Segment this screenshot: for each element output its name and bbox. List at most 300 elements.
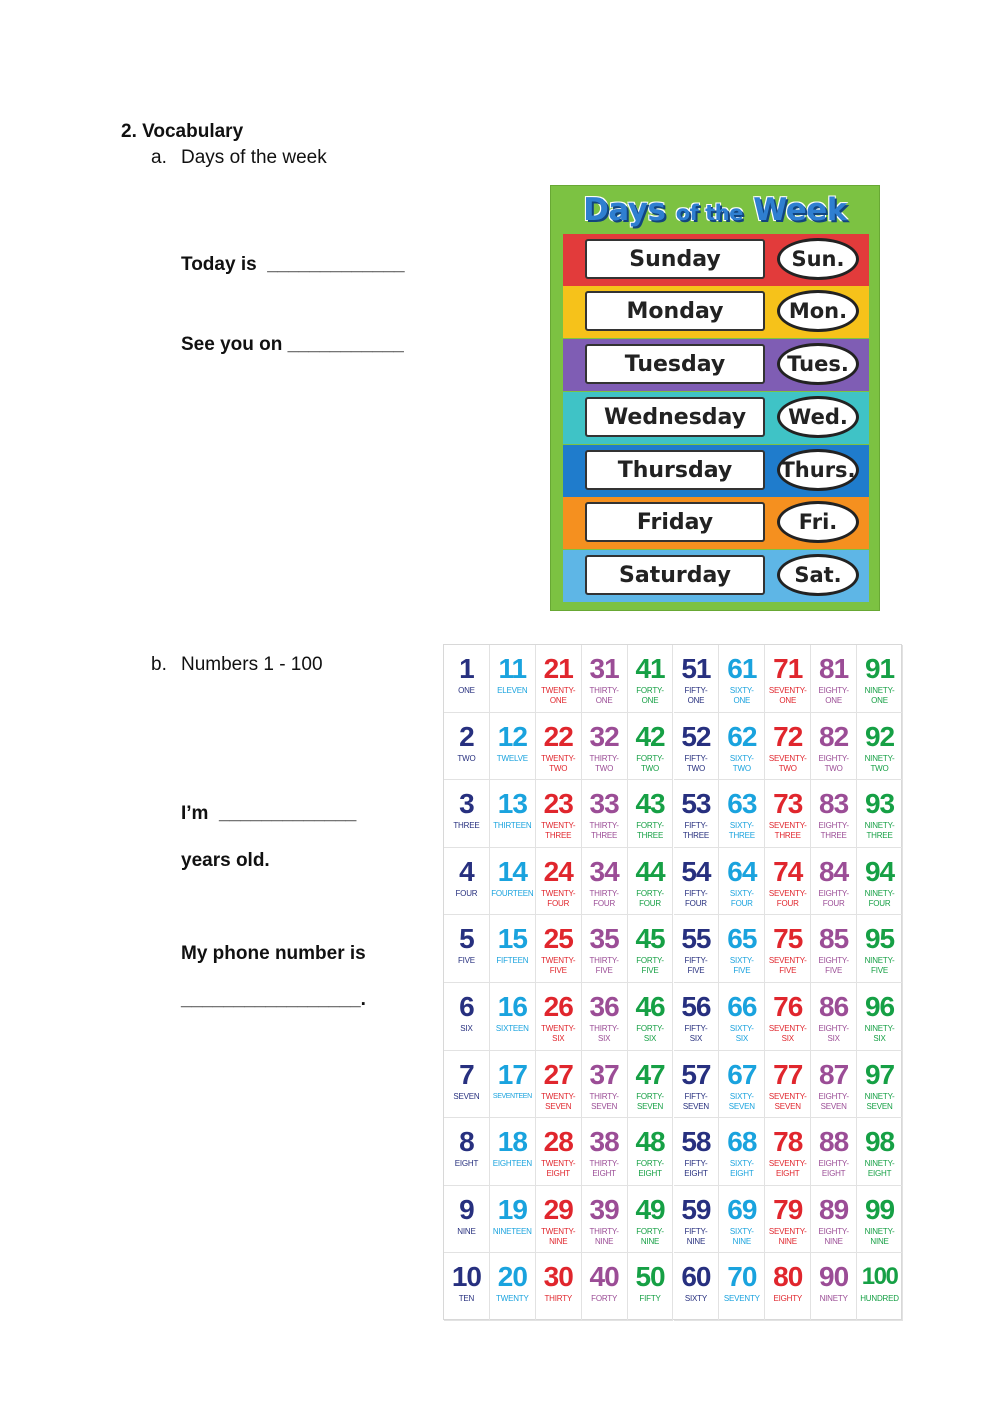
day-abbreviation: Tues. — [777, 343, 859, 385]
number-word: SEVENTY- NINE — [768, 1226, 807, 1246]
number-cell — [674, 713, 720, 781]
number-word: FIFTY — [639, 1294, 661, 1304]
number-cell — [490, 915, 536, 983]
phone-number-prompt: My phone number is — [181, 943, 366, 964]
number-cell — [628, 848, 674, 916]
number-cell — [765, 915, 811, 983]
number-digit: 25 — [543, 923, 573, 955]
number-digit: 90 — [819, 1261, 849, 1293]
number-cell — [582, 713, 628, 781]
number-word: TEN — [458, 1294, 475, 1304]
number-cell — [719, 645, 765, 713]
number-digit: 71 — [773, 653, 803, 684]
number-cell — [628, 713, 674, 781]
number-cell — [674, 848, 720, 916]
number-word: FIFTEEN — [496, 956, 529, 966]
number-digit: 31 — [589, 653, 619, 684]
number-digit: 89 — [819, 1193, 849, 1225]
number-digit: 96 — [864, 991, 895, 1022]
number-cell — [536, 848, 582, 916]
number-cell — [582, 645, 628, 713]
number-digit: 27 — [543, 1058, 573, 1090]
number-word: THIRTY — [544, 1294, 573, 1304]
number-word: FIFTY- NINE — [684, 1226, 708, 1246]
number-cell — [811, 780, 857, 848]
number-digit: 70 — [727, 1261, 757, 1293]
number-cell — [765, 1118, 811, 1186]
number-digit: 98 — [864, 1126, 895, 1158]
number-digit: 20 — [497, 1261, 527, 1293]
number-cell — [536, 915, 582, 983]
number-word: HUNDRED — [860, 1294, 899, 1304]
section-title: 2. Vocabulary — [121, 121, 244, 142]
number-digit: 8 — [459, 1126, 474, 1158]
number-cell — [444, 983, 490, 1051]
number-cell — [490, 983, 536, 1051]
number-digit: 33 — [589, 788, 619, 820]
number-word: SEVENTY- SIX — [768, 1024, 807, 1043]
day-name: Thursday — [585, 450, 765, 490]
number-word: NINE — [457, 1226, 476, 1236]
number-word: ELEVEN — [497, 686, 528, 695]
number-cell — [628, 983, 674, 1051]
number-cell — [444, 713, 490, 781]
number-word: EIGHTY- ONE — [818, 686, 849, 705]
day-name: Saturday — [585, 555, 765, 595]
number-cell — [811, 1118, 857, 1186]
number-cell — [536, 780, 582, 848]
number-cell — [857, 1118, 903, 1186]
number-digit: 30 — [543, 1261, 573, 1293]
number-digit: 12 — [497, 720, 527, 752]
number-cell — [582, 848, 628, 916]
number-cell — [490, 1253, 536, 1321]
number-word: NINETY — [819, 1294, 848, 1304]
number-digit: 76 — [773, 991, 803, 1022]
number-digit: 37 — [589, 1058, 619, 1090]
number-cell — [536, 1051, 582, 1119]
number-digit: 66 — [727, 991, 757, 1022]
number-cell — [811, 848, 857, 916]
number-word: NINETY- SIX — [864, 1024, 895, 1043]
number-digit: 10 — [451, 1261, 482, 1293]
number-digit: 19 — [497, 1193, 527, 1225]
number-word: NINETY- EIGHT — [864, 1159, 895, 1179]
number-digit: 94 — [864, 855, 895, 887]
number-digit: 17 — [497, 1058, 527, 1090]
number-word: TWENTY- THREE — [541, 821, 576, 841]
day-abbreviation: Sun. — [777, 238, 859, 280]
number-digit: 4 — [459, 855, 474, 887]
day-name: Wednesday — [585, 397, 765, 437]
number-cell — [628, 645, 674, 713]
number-cell — [490, 848, 536, 916]
number-cell — [628, 1051, 674, 1119]
number-cell — [490, 1118, 536, 1186]
number-word: SEVENTY- EIGHT — [768, 1159, 807, 1179]
see-you-on-prompt: See you on ___________ — [181, 334, 404, 355]
number-word: THIRTY- SIX — [589, 1024, 619, 1043]
number-cell — [719, 780, 765, 848]
number-cell — [582, 780, 628, 848]
number-word: FORTY — [591, 1294, 618, 1304]
number-cell — [719, 848, 765, 916]
number-cell — [674, 1118, 720, 1186]
subsection-label: b. — [151, 654, 167, 675]
number-cell — [490, 713, 536, 781]
number-word: FIFTY- FIVE — [684, 956, 708, 976]
number-word: TWENTY- NINE — [541, 1226, 576, 1246]
number-cell — [674, 1253, 720, 1321]
number-cell — [674, 780, 720, 848]
number-word: SEVENTY — [723, 1294, 760, 1304]
number-word: FORTY- SIX — [636, 1024, 664, 1043]
subsection-days — [151, 147, 327, 169]
number-digit: 46 — [635, 991, 665, 1022]
number-cell — [811, 915, 857, 983]
number-cell — [765, 848, 811, 916]
poster-title-of-the: of the — [675, 201, 743, 225]
number-digit: 54 — [681, 855, 711, 887]
number-cell — [582, 1186, 628, 1254]
number-cell — [857, 1051, 903, 1119]
day-name: Friday — [585, 502, 765, 542]
number-digit: 9 — [459, 1193, 474, 1225]
number-digit: 61 — [727, 653, 757, 684]
number-digit: 21 — [543, 653, 573, 684]
number-word: SIX — [460, 1024, 473, 1033]
number-cell — [444, 1118, 490, 1186]
number-cell — [674, 1186, 720, 1254]
number-word: SEVENTEEN — [492, 1092, 532, 1100]
number-word: TWELVE — [496, 753, 528, 763]
number-digit: 58 — [681, 1126, 711, 1158]
number-cell — [719, 1186, 765, 1254]
number-word: TWENTY — [496, 1294, 529, 1304]
number-digit: 5 — [459, 923, 474, 955]
number-cell — [536, 983, 582, 1051]
subsection-numbers — [151, 654, 323, 676]
age-prompt: I’m _____________ — [181, 803, 357, 824]
number-word: FORTY- NINE — [636, 1226, 664, 1246]
number-word: TWENTY- FIVE — [541, 956, 576, 976]
number-digit: 39 — [589, 1193, 619, 1225]
number-word: SIXTY- EIGHT — [729, 1159, 754, 1179]
number-cell — [719, 915, 765, 983]
day-row — [563, 497, 869, 549]
number-cell — [536, 645, 582, 713]
number-word: TWO — [457, 753, 476, 763]
day-row — [563, 339, 869, 391]
number-digit: 78 — [773, 1126, 803, 1158]
number-digit: 7 — [459, 1058, 474, 1090]
number-cell — [765, 713, 811, 781]
day-name: Monday — [585, 291, 765, 331]
number-digit: 48 — [635, 1126, 665, 1158]
number-digit: 56 — [681, 991, 711, 1022]
number-digit: 36 — [589, 991, 619, 1022]
number-word: SEVENTY- THREE — [768, 821, 807, 841]
number-cell — [857, 1186, 903, 1254]
number-word: FORTY- ONE — [636, 686, 664, 705]
number-cell — [444, 915, 490, 983]
number-cell — [628, 780, 674, 848]
number-word: SIXTY- SEVEN — [728, 1091, 755, 1111]
number-digit: 77 — [773, 1058, 803, 1090]
number-digit: 38 — [589, 1126, 619, 1158]
number-digit: 95 — [864, 923, 895, 955]
number-cell — [490, 1051, 536, 1119]
number-word: FORTY- FIVE — [636, 956, 664, 976]
number-digit: 67 — [727, 1058, 757, 1090]
number-word: NINETY- ONE — [864, 686, 895, 705]
number-cell — [674, 915, 720, 983]
poster-title-week: Week — [753, 192, 847, 228]
number-digit: 29 — [543, 1193, 573, 1225]
number-digit: 22 — [543, 720, 573, 752]
number-digit: 81 — [819, 653, 849, 684]
number-digit: 92 — [864, 720, 895, 752]
number-digit: 79 — [773, 1193, 803, 1225]
number-word: EIGHTY- NINE — [818, 1226, 849, 1246]
number-digit: 32 — [589, 720, 619, 752]
number-cell — [444, 1253, 490, 1321]
number-digit: 83 — [819, 788, 849, 820]
number-digit: 11 — [498, 653, 527, 684]
years-old-text: years old. — [181, 850, 270, 871]
number-digit: 24 — [543, 855, 573, 887]
number-cell — [490, 645, 536, 713]
number-digit: 50 — [635, 1261, 665, 1293]
number-word: TWENTY- ONE — [541, 686, 576, 705]
number-digit: 68 — [727, 1126, 757, 1158]
number-cell — [811, 1253, 857, 1321]
number-word: FIFTY- FOUR — [684, 888, 708, 908]
number-cell — [536, 1253, 582, 1321]
number-digit: 55 — [681, 923, 711, 955]
number-cell — [444, 1051, 490, 1119]
number-word: FIFTY- THREE — [682, 821, 709, 841]
number-cell — [719, 1051, 765, 1119]
number-word: FOURTEEN — [491, 888, 534, 898]
number-cell — [857, 645, 903, 713]
number-digit: 85 — [819, 923, 849, 955]
day-abbreviation: Thurs. — [777, 449, 859, 491]
number-word: EIGHTEEN — [492, 1159, 532, 1169]
number-digit: 51 — [681, 653, 711, 684]
number-word: SEVENTY- FIVE — [768, 956, 807, 976]
number-word: FIFTY- EIGHT — [684, 1159, 708, 1179]
number-word: FIVE — [457, 956, 475, 966]
number-word: EIGHTY- FOUR — [818, 888, 849, 908]
number-digit: 47 — [635, 1058, 665, 1090]
number-cell — [719, 1118, 765, 1186]
number-cell — [719, 1253, 765, 1321]
poster-title-days: Days — [583, 192, 666, 228]
number-word: SEVENTY- TWO — [768, 753, 807, 773]
number-cell — [628, 1118, 674, 1186]
number-cell — [857, 1253, 903, 1321]
number-digit: 64 — [727, 855, 757, 887]
number-digit: 60 — [681, 1261, 711, 1293]
number-digit: 91 — [864, 653, 895, 684]
number-cell — [857, 780, 903, 848]
number-word: TWENTY- TWO — [541, 753, 576, 773]
number-cell — [628, 1253, 674, 1321]
number-digit: 1 — [459, 653, 474, 684]
number-digit: 80 — [773, 1261, 803, 1293]
subsection-title: Days of the week — [181, 147, 327, 168]
number-digit: 41 — [635, 653, 665, 684]
number-cell — [811, 1051, 857, 1119]
number-cell — [490, 1186, 536, 1254]
number-digit: 34 — [589, 855, 619, 887]
number-word: SIXTY- THREE — [728, 821, 755, 841]
number-digit: 26 — [543, 991, 573, 1022]
number-word: FIFTY- SEVEN — [682, 1091, 709, 1111]
number-digit: 59 — [681, 1193, 711, 1225]
number-word: SIXTEEN — [495, 1024, 529, 1033]
number-cell — [536, 1186, 582, 1254]
number-word: EIGHT — [454, 1159, 479, 1169]
number-cell — [490, 780, 536, 848]
number-digit: 35 — [589, 923, 619, 955]
number-digit: 65 — [727, 923, 757, 955]
number-cell — [582, 1051, 628, 1119]
number-cell — [674, 1051, 720, 1119]
number-cell — [857, 915, 903, 983]
number-digit: 2 — [459, 720, 474, 752]
number-cell — [811, 1186, 857, 1254]
number-cell — [444, 1186, 490, 1254]
number-word: THREE — [453, 821, 480, 831]
number-digit: 44 — [635, 855, 665, 887]
day-name: Tuesday — [585, 344, 765, 384]
number-word: SEVEN — [453, 1091, 480, 1101]
number-word: NINETY- THREE — [864, 821, 895, 841]
number-cell — [628, 1186, 674, 1254]
number-cell — [536, 1118, 582, 1186]
number-cell — [444, 645, 490, 713]
number-digit: 97 — [864, 1058, 895, 1090]
number-word: NINETY- SEVEN — [864, 1091, 895, 1111]
number-digit: 88 — [819, 1126, 849, 1158]
number-cell — [582, 983, 628, 1051]
number-word: SIXTY- FIVE — [729, 956, 754, 976]
number-digit: 43 — [635, 788, 665, 820]
number-digit: 18 — [497, 1126, 527, 1158]
number-word: FORTY- FOUR — [636, 888, 664, 908]
number-word: FORTY- EIGHT — [636, 1159, 664, 1179]
number-word: SIXTY- NINE — [729, 1226, 754, 1246]
number-word: NINETY- FIVE — [864, 956, 895, 976]
number-cell — [765, 1253, 811, 1321]
number-word: FOUR — [455, 888, 478, 898]
subsection-label: a. — [151, 147, 167, 168]
number-word: THIRTY- ONE — [589, 686, 619, 705]
number-word: FIFTY- TWO — [684, 753, 708, 773]
number-word: FORTY- SEVEN — [636, 1091, 664, 1111]
number-digit: 42 — [635, 720, 665, 752]
subsection-title: Numbers 1 - 100 — [181, 654, 323, 675]
poster-title — [551, 192, 879, 228]
day-abbreviation: Sat. — [777, 554, 859, 596]
number-digit: 87 — [819, 1058, 849, 1090]
number-digit: 6 — [459, 991, 474, 1022]
number-word: FIFTY- ONE — [684, 686, 708, 705]
number-word: SIXTY- FOUR — [729, 888, 754, 908]
day-abbreviation: Mon. — [777, 290, 859, 332]
day-row — [563, 550, 869, 602]
number-word: FORTY- THREE — [636, 821, 664, 841]
number-word: EIGHTY — [773, 1294, 803, 1304]
number-digit: 75 — [773, 923, 803, 955]
days-of-week-poster — [550, 185, 880, 611]
number-word: FIFTY- SIX — [684, 1024, 708, 1043]
number-digit: 73 — [773, 788, 803, 820]
number-word: SIXTY — [684, 1294, 707, 1304]
day-row — [563, 392, 869, 444]
number-cell — [811, 645, 857, 713]
number-digit: 28 — [543, 1126, 573, 1158]
number-word: EIGHTY- FIVE — [818, 956, 849, 976]
number-word: NINETY- TWO — [864, 753, 895, 773]
day-name: Sunday — [585, 239, 765, 279]
numbers-chart — [443, 644, 902, 1320]
number-word: ONE — [458, 686, 475, 695]
number-cell — [811, 983, 857, 1051]
number-cell — [444, 780, 490, 848]
day-abbreviation: Wed. — [777, 396, 859, 438]
number-digit: 63 — [727, 788, 757, 820]
number-word: TWENTY- FOUR — [541, 888, 576, 908]
number-digit: 15 — [497, 923, 527, 955]
number-word: THIRTY- THREE — [589, 821, 619, 841]
number-cell — [582, 1253, 628, 1321]
number-cell — [674, 983, 720, 1051]
day-abbreviation: Fri. — [777, 501, 859, 543]
number-word: THIRTY- EIGHT — [589, 1159, 619, 1179]
number-cell — [719, 983, 765, 1051]
number-digit: 69 — [727, 1193, 757, 1225]
number-word: SEVENTY- SEVEN — [768, 1091, 807, 1111]
number-cell — [582, 1118, 628, 1186]
number-digit: 74 — [773, 855, 803, 887]
number-word: NINETY- FOUR — [864, 888, 895, 908]
number-word: SEVENTY- FOUR — [768, 888, 807, 908]
number-word: THIRTY- SEVEN — [589, 1091, 619, 1111]
number-digit: 14 — [497, 855, 527, 887]
number-digit: 53 — [681, 788, 711, 820]
number-cell — [444, 848, 490, 916]
number-word: THIRTY- FOUR — [589, 888, 619, 908]
number-digit: 72 — [773, 720, 803, 752]
number-cell — [811, 713, 857, 781]
number-cell — [765, 1186, 811, 1254]
number-word: THIRTY- TWO — [589, 753, 619, 773]
number-word: THIRTY- NINE — [589, 1226, 619, 1246]
number-digit: 13 — [497, 788, 527, 820]
number-digit: 100 — [861, 1263, 898, 1291]
number-word: THIRTY- FIVE — [589, 956, 619, 976]
number-word: SIXTY- SIX — [729, 1024, 754, 1043]
number-cell — [765, 780, 811, 848]
number-word: EIGHTY- THREE — [818, 821, 849, 841]
number-digit: 57 — [681, 1058, 711, 1090]
number-digit: 93 — [864, 788, 895, 820]
number-word: TWENTY- SIX — [541, 1024, 576, 1043]
number-word: NINETEEN — [492, 1226, 532, 1236]
